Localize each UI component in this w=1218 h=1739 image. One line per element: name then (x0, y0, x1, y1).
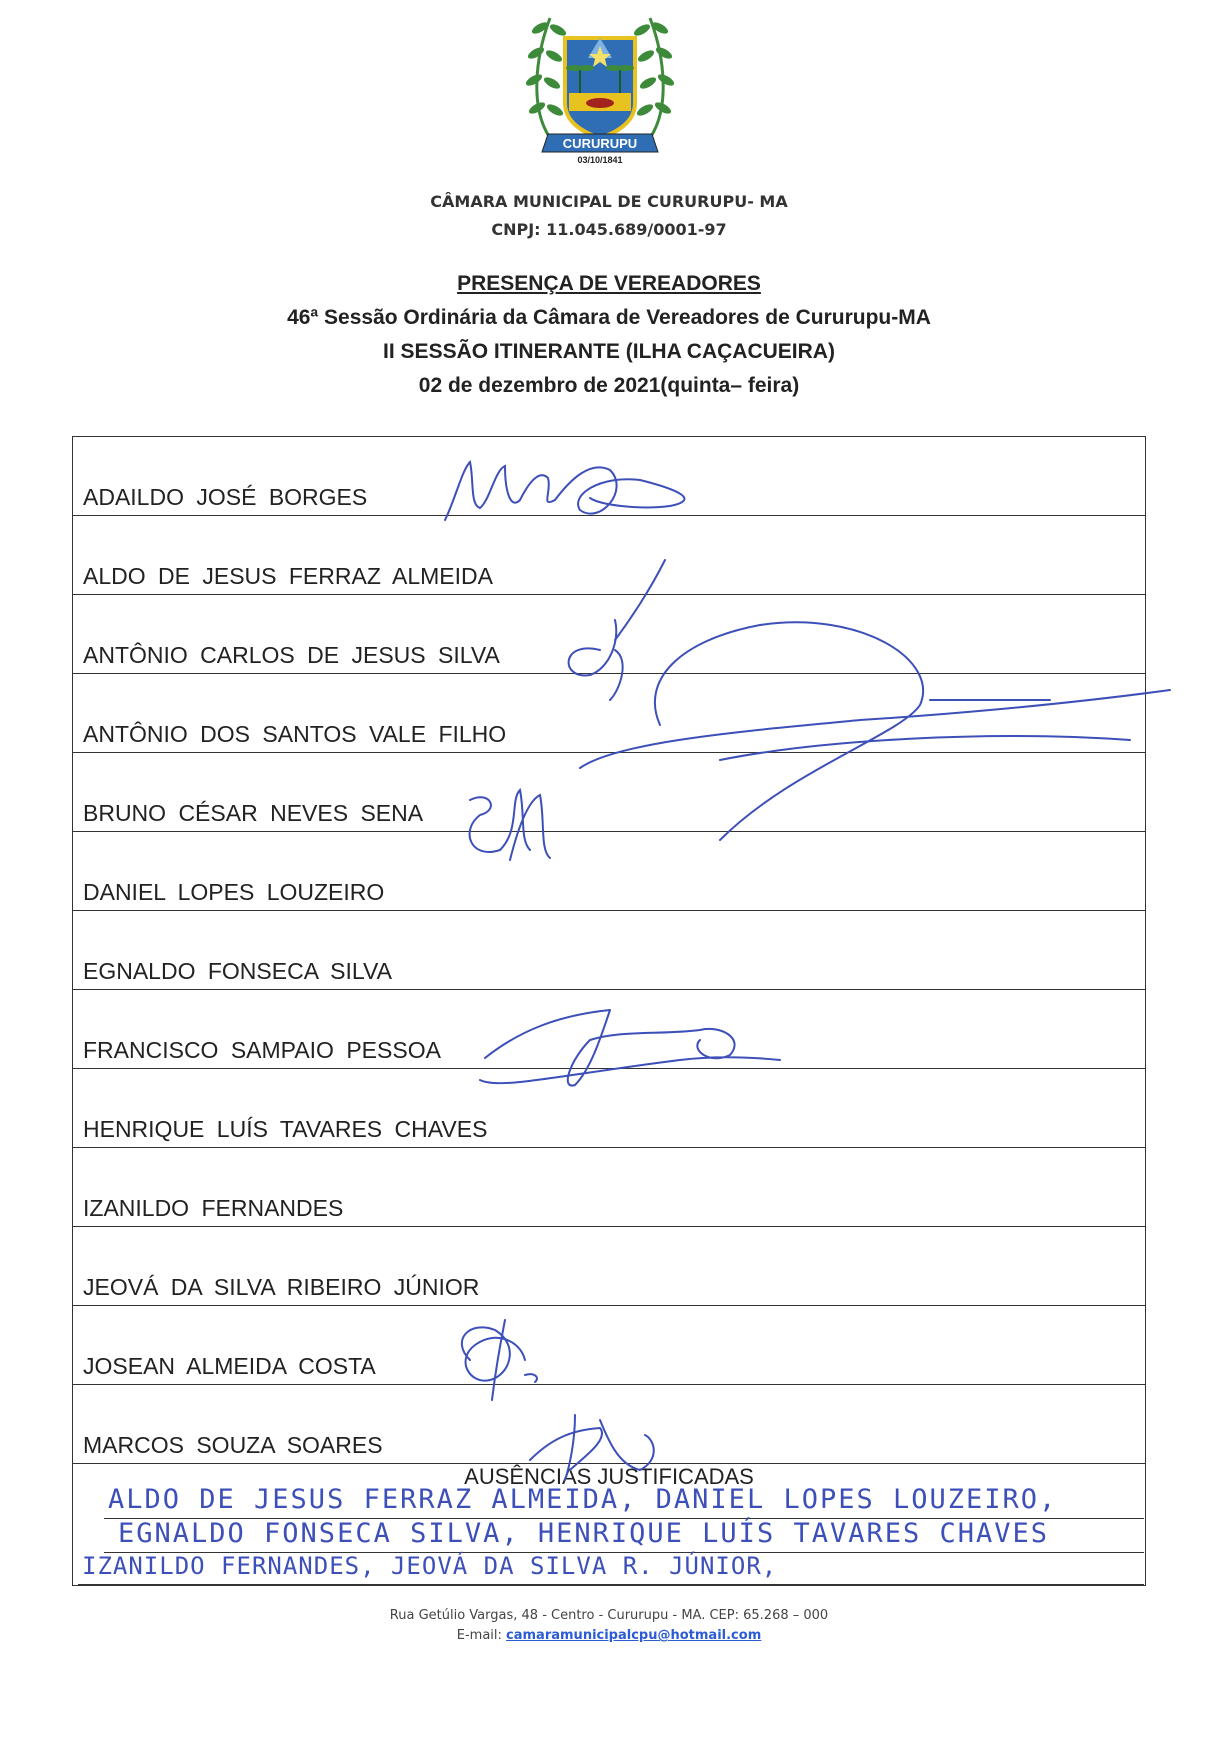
session-type-line: II SESSÃO ITINERANTE (ILHA CAÇACUEIRA) (383, 340, 835, 363)
writing-line (78, 1584, 1144, 1585)
absences-handwritten-line: EGNALDO FONSECA SILVA, HENRIQUE LUÍS TAVARES CHAVES (118, 1518, 1050, 1549)
councillor-row (73, 674, 1145, 753)
footer-address: Rua Getúlio Vargas, 48 - Centro - Cururupu - MA. CEP: 65.268 – 000 (389, 1608, 829, 1623)
councillor-name: JOSEAN ALMEIDA COSTA (83, 1353, 376, 1379)
councillor-name: ALDO DE JESUS FERRAZ ALMEIDA (83, 563, 493, 589)
councillor-name: DANIEL LOPES LOUZEIRO (83, 879, 385, 905)
councillor-row (73, 753, 1145, 832)
councillor-row (73, 1306, 1145, 1385)
councillor-name: EGNALDO FONSECA SILVA (83, 958, 392, 984)
session-date-line: 02 de dezembro de 2021(quinta– feira) (418, 374, 800, 397)
councillor-name: BRUNO CÉSAR NEVES SENA (83, 800, 424, 826)
institution-name: CÂMARA MUNICIPAL DE CURURUPU- MA (430, 192, 788, 211)
coat-of-arms-logo (510, 8, 690, 178)
absences-title: AUSÊNCIAS JUSTIFICADAS (464, 1464, 754, 1489)
councillor-name: ADAILDO JOSÉ BORGES (83, 484, 368, 510)
crest-date-text: 03/10/1841 (577, 155, 623, 165)
councillor-name: IZANILDO FERNANDES (83, 1195, 344, 1221)
councillor-row (73, 1385, 1145, 1464)
councillor-row (73, 1069, 1145, 1148)
councillor-name: HENRIQUE LUÍS TAVARES CHAVES (83, 1116, 488, 1142)
absences-handwritten-line: ALDO DE JESUS FERRAZ ALMEIDA, DANIEL LOPES LOUZEIRO, (108, 1484, 1058, 1515)
councillor-name: MARCOS SOUZA SOARES (83, 1432, 383, 1458)
councillor-row (73, 911, 1145, 990)
councillor-row (73, 832, 1145, 911)
session-line: 46ª Sessão Ordinária da Câmara de Vereadores de Cururupu-MA (287, 306, 931, 329)
councillor-name: JEOVÁ DA SILVA RIBEIRO JÚNIOR (83, 1274, 480, 1300)
email-link[interactable]: camaramunicipalcpu@hotmail.com (506, 1628, 762, 1643)
councillor-row (73, 1148, 1145, 1227)
absences-handwritten-line: IZANILDO FERNANDES, JEOVÁ DA SILVA R. JÚNIOR, (82, 1552, 778, 1580)
councillor-row (73, 595, 1145, 674)
councillor-row (73, 990, 1145, 1069)
email-label: E-mail: (456, 1628, 507, 1643)
cnpj-number: CNPJ: 11.045.689/0001-97 (491, 220, 727, 239)
councillor-name: ANTÔNIO DOS SANTOS VALE FILHO (83, 721, 507, 747)
councillor-row (73, 437, 1145, 516)
councillor-row (73, 1227, 1145, 1306)
attendance-table (72, 436, 1146, 1586)
footer-email-line (0, 1628, 1218, 1643)
councillor-name: ANTÔNIO CARLOS DE JESUS SILVA (83, 642, 500, 668)
crest-banner-text: CURURUPU (562, 136, 638, 151)
document-title: PRESENÇA DE VEREADORES (457, 272, 761, 295)
councillor-row (73, 516, 1145, 595)
councillor-name: FRANCISCO SAMPAIO PESSOA (83, 1037, 441, 1063)
